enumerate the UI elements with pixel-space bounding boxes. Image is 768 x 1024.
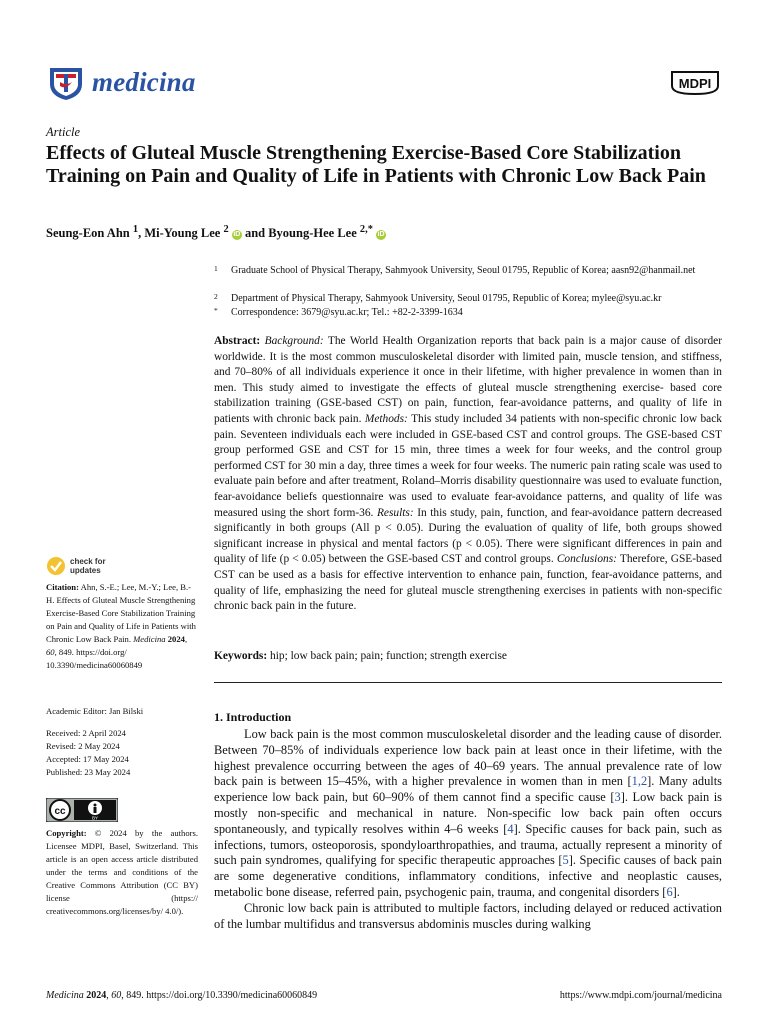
copyright-text: © 2024 by the authors. Licensee MDPI, Basel, Switzerland. This article is an open access article distributed under the terms and conditions of the Creative Commons Attribution (CC BY) license (https:// creativecommons.org/licenses/by/ 4.0/). [46, 828, 198, 916]
author-list: Seung-Eon Ahn $^1$, Mi-Young Lee $^2$ iD and Byoung-Hee Lee $^{2,*}$ iD [46, 224, 385, 241]
affiliation [214, 264, 734, 278]
academic-editor: Academic Editor: Jan Bilski [46, 706, 144, 716]
medicina-logo-icon [46, 62, 86, 102]
check-updates-icon [46, 556, 66, 576]
author-affiliation-mark: 2,* [359, 224, 373, 235]
abstract-methods-label: Methods: [364, 412, 408, 425]
reference-link[interactable]: 4 [507, 821, 514, 836]
publisher-name: MDPI [678, 76, 712, 91]
abstract-results: In this study, pain, function, and fear-avoidance pattern decreased significantly in both groups (All p < 0.05). During the evaluation of quality of life, both groups showed significant increase in physical and mental factors (p < 0.05). There were significant differences in pain and quality of life (p < 0.05) between the GSE-based CST and control groups. [214, 506, 722, 566]
footer-volume: 60 [111, 990, 122, 1001]
author-affiliation-mark: 1 [132, 224, 139, 235]
article-title: Effects of Gluteal Muscle Strengthening Exercise-Based Core Stabilization Training on Pain and Quality of Life in Patients with Chronic Low Back Pain [46, 142, 706, 187]
correspondence-mark: * [214, 306, 218, 315]
dates-block [46, 727, 198, 779]
received-date: Received: 2 April 2024 [46, 728, 126, 738]
reference-link[interactable]: 3 [614, 790, 621, 805]
mdpi-logo[interactable] [670, 68, 720, 96]
citation-year: 2024 [167, 634, 185, 644]
author-conjunction: and [244, 226, 269, 241]
footer-year: 2024 [86, 990, 107, 1001]
abstract-results-label: Results: [376, 506, 414, 519]
cc-by-license-icon[interactable] [46, 798, 118, 822]
abstract-conclusions-label: Conclusions: [556, 553, 617, 566]
section-heading: 1. Introduction [214, 710, 292, 724]
footer-citation: Medicina 2024, 60, 849. https://doi.org/10.3390/medicina60060849 [46, 990, 318, 1001]
published-date: Published: 23 May 2024 [46, 767, 131, 777]
accepted-date: Accepted: 17 May 2024 [46, 754, 129, 764]
abstract [214, 334, 722, 615]
affiliation-text: Graduate School of Physical Therapy, Sahmyook University, Seoul 01795, Republic of Korea; aasn92@hanmail.net [231, 265, 696, 276]
paragraph: Chronic low back pain is attributed to multiple factors, including delayed or reduced activation of the lumbar multifidus and transversus abdominis muscles during walking [214, 900, 722, 931]
affiliation-text: Department of Physical Therapy, Sahmyook University, Seoul 01795, Republic of Korea; mylee@syu.ac.kr [231, 293, 662, 304]
check-for-updates-badge[interactable] [46, 556, 106, 576]
copyright-block [46, 827, 198, 918]
svg-text:BY: BY [91, 815, 99, 821]
keywords-label: Keywords: [214, 650, 268, 662]
abstract-background-label: Background: [264, 335, 324, 347]
abstract-conclusions: Therefore, GSE-based CST can be used as a basis for effective intervention to enhance pain, function, fear-avoidance patterns, and quality of life, emphasizing the need for gluteal muscle strengthening exercises in patients with non-specific chronic back pain in the future. [214, 553, 722, 613]
correspondence-text: Correspondence: 3679@syu.ac.kr; Tel.: +82-2-3399-1634 [231, 307, 463, 318]
keywords [214, 650, 722, 662]
footer-doi[interactable]: , 849. https://doi.org/10.3390/medicina60060849 [121, 990, 318, 1001]
footer-journal-url[interactable]: https://www.mdpi.com/journal/medicina [559, 990, 722, 1001]
abstract-methods: This study included 34 patients with non-specific chronic low back pain. Seventeen individuals each were included in GSE-based CST and control groups. The GSE-based CST group performed GSE and CST for 15 min, three times a week for four weeks, and the control group performed CST for 30 min a day, three times a week for four weeks. The numeric pain rating scale was used to evaluate pain before and after treatment, Roland–Morris disability questionnaire was used to evaluate function, fear-avoidance beliefs questionnaire was used to evaluate fear-avoidance patterns, and quality of life was measured using the short form-36. [214, 412, 722, 519]
svg-text:cc: cc [54, 806, 66, 817]
citation-block: Citation: Ahn, S.-E.; Lee, M.-Y.; Lee, B.-H. Effects of Gluteal Muscle Strengthening Exercise-Based Core Stabilization Training on Pain and Quality of Life in Patients with Chronic Low Back Pain. Medicina 2024, 60, 849. https://doi.org/ 10.3390/medicina60060849 [46, 582, 196, 670]
check-updates-line2: updates [70, 566, 101, 575]
affiliation-number: 2 [214, 292, 218, 301]
citation-text: Ahn, S.-E.; Lee, M.-Y.; Lee, B.-H. Effects of Gluteal Muscle Strengthening Exercise-Based Core Stabilization Training on Pain and Quality of Life in Patients with Chronic Low Back Pain. [46, 582, 196, 644]
correspondence [214, 306, 734, 320]
author-affiliation-mark: 2 [223, 224, 229, 235]
reference-link[interactable]: 5 [562, 853, 569, 868]
author-name[interactable]: Seung-Eon Ahn [46, 226, 130, 241]
keywords-text: hip; low back pain; pain; function; strength exercise [270, 650, 507, 662]
article-type: Article [46, 125, 81, 139]
reference-link[interactable]: 6 [666, 884, 673, 899]
check-updates-line1: check for [70, 557, 106, 566]
orcid-icon[interactable]: iD [233, 231, 241, 239]
paragraph: Low back pain is the most common musculoskeletal disorder and the leading cause of disorder. Between 70–85% of individuals experience low back pain at least once in their lifetime, with the highest prevalence occurring between the ages of 40–69 years. The annual prevalence rate of low back pain is between 15–45%, with a higher prevalence in women than in men [1,2]. Many adults experience low back pain, but 60–90% of them cannot find a specific cause [3]. Low back pain is mostly non-specific and mechanical in nature. Non-specific low back pain often occurs spontaneously, and typically resolves within 4–6 weeks [4]. Specific causes for back pain, such as infections, tumors, osteoporosis, spondyloarthropathies, and trauma, actually represent a minority of such pain syndromes, qualifying for specific therapeutic approaches [5]. Specific causes of back pain are some degenerative conditions, inflammatory conditions, infective and neoplastic causes, metabolic bone disease, referred pain, psychogenic pain, trauma, and congenital disorders [6]. [214, 727, 722, 899]
revised-date: Revised: 2 May 2024 [46, 741, 120, 751]
abstract-background: The World Health Organization reports that back pain is a major cause of disorder worldwide. It is the most common musculoskeletal disorder with limited pain, muscle tension, and stiffness, and 70–80% of all individuals experience it once in their lifetime, with higher prevalence in women than in men. This study aimed to investigate the effects of gluteal muscle strengthening exercise- based core stabilization training (GSE-based CST) on pain, function, fear-avoidance patterns, and quality of life in patients with chronic back pain. [214, 335, 722, 425]
orcid-icon[interactable]: iD [377, 231, 385, 239]
copyright-label: Copyright: [46, 828, 87, 838]
affiliation-number: 1 [214, 264, 218, 273]
section-divider [214, 682, 722, 683]
citation-label: Citation: [46, 582, 79, 592]
footer-journal: Medicina [46, 990, 84, 1001]
citation-volume: 60 [46, 647, 55, 657]
affiliation [214, 292, 734, 306]
journal-name: medicina [92, 66, 196, 97]
abstract-label: Abstract: [214, 335, 261, 347]
citation-journal: Medicina [133, 634, 166, 644]
author-name[interactable]: Mi-Young Lee [144, 226, 221, 241]
author-name[interactable]: Byoung-Hee Lee [268, 226, 357, 241]
citation-doi[interactable]: , 849. https://doi.org/ 10.3390/medicina60060849 [46, 647, 143, 670]
journal-logo[interactable] [46, 62, 196, 102]
introduction-body [214, 727, 722, 932]
reference-link[interactable]: 1,2 [631, 774, 648, 789]
